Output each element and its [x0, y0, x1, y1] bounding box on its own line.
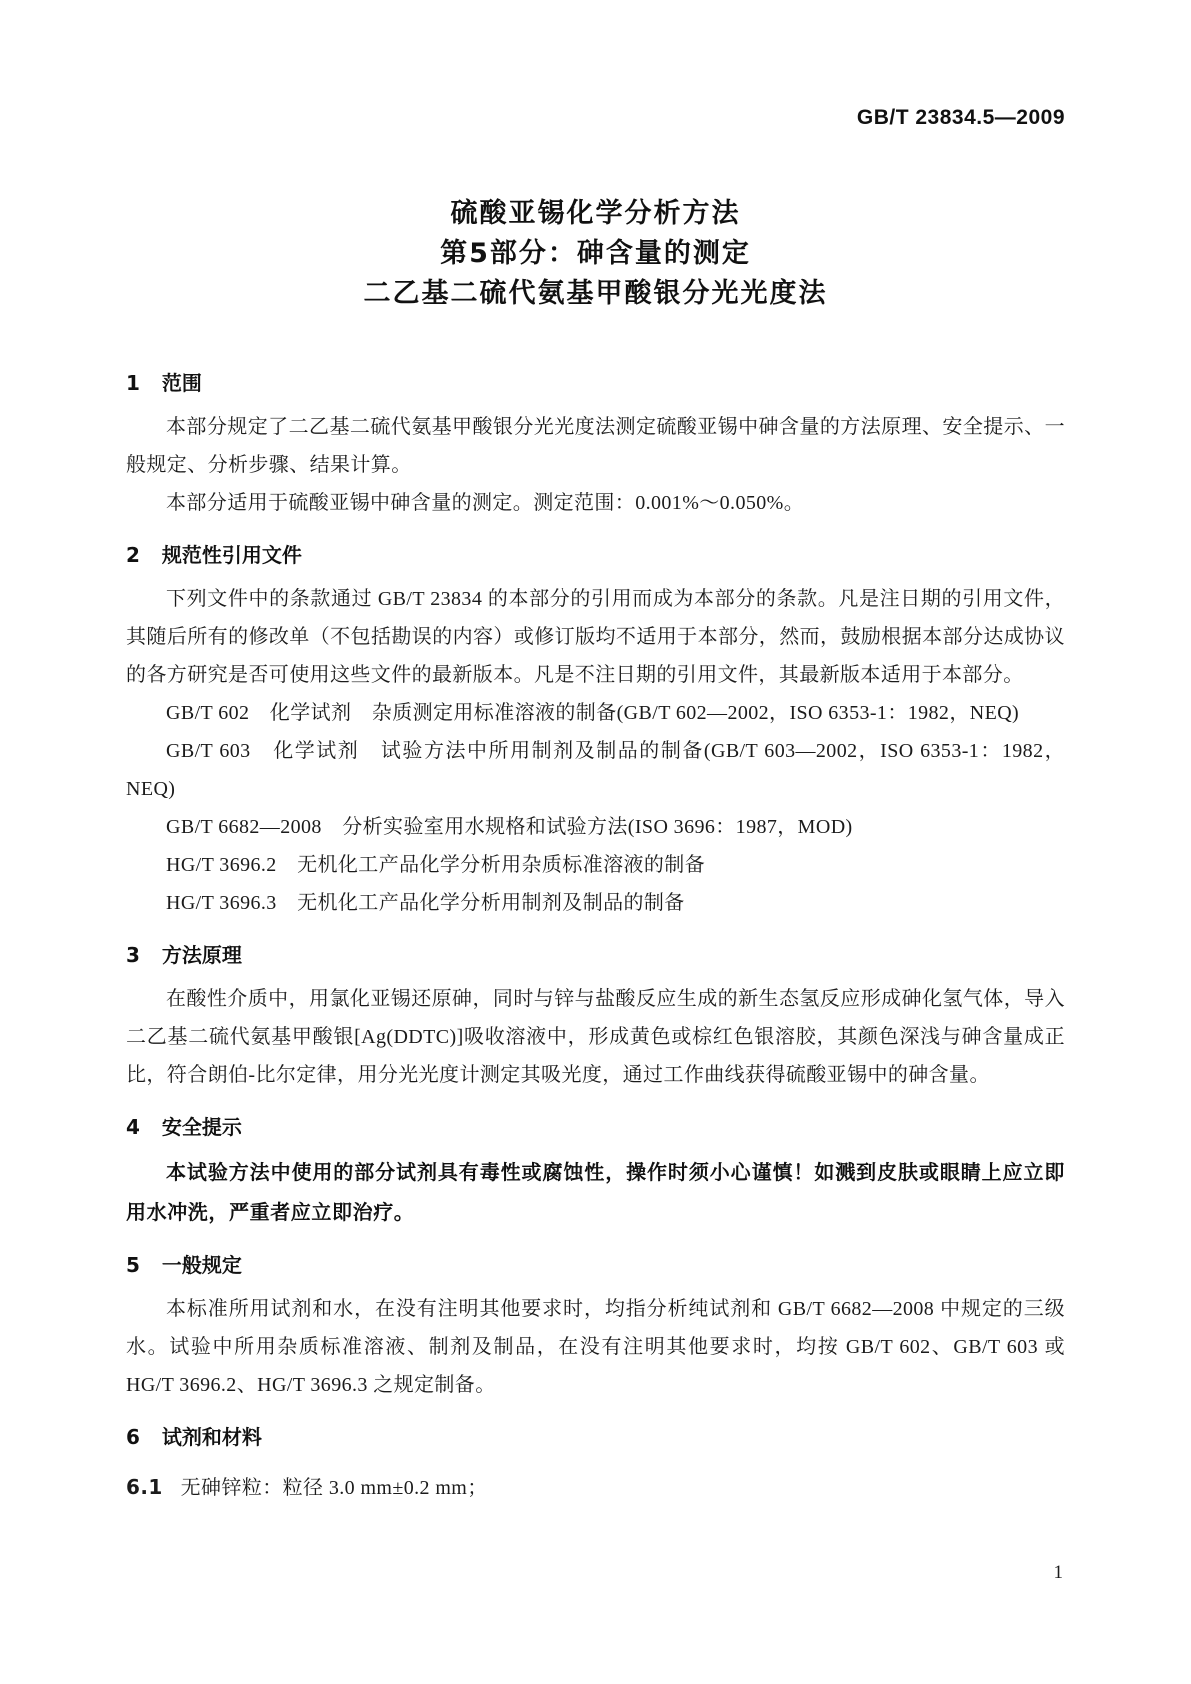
section-heading [126, 1418, 1065, 1456]
page-number: 1 [1053, 1562, 1063, 1583]
clause-text: 无砷锌粒：粒径 3.0 mm±0.2 mm； [180, 1477, 488, 1499]
document-body [126, 364, 1065, 1507]
reference-item: GB/T 602 化学试剂 杂质测定用标准溶液的制备(GB/T 602—2002，ISO 6353-1：1982，NEQ) [166, 702, 1020, 724]
reference-item: HG/T 3696.2 无机化工产品化学分析用杂质标准溶液的制备 [166, 854, 706, 876]
section-heading [126, 1246, 1065, 1284]
title-block [126, 194, 1065, 314]
paragraph: 本部分规定了二乙基二硫代氨基甲酸银分光光度法测定硫酸亚锡中砷含量的方法原理、安全提示、一般规定、分析步骤、结果计算。 [126, 416, 1065, 476]
document-header [126, 106, 1065, 130]
section-title: 安全提示 [161, 1115, 242, 1139]
section-title: 范围 [161, 371, 202, 395]
clause-item [126, 1468, 1065, 1507]
reference-item: GB/T 6682—2008 分析实验室用水规格和试验方法(ISO 3696：1987，MOD) [166, 816, 853, 838]
section-general-rules [126, 1246, 1065, 1404]
section-number: 3 [126, 943, 140, 967]
section-heading [126, 936, 1065, 974]
section-heading [126, 364, 1065, 402]
section-normative-references [126, 536, 1065, 922]
section-scope [126, 364, 1065, 522]
reference-item: HG/T 3696.3 无机化工产品化学分析用制剂及制品的制备 [166, 892, 685, 914]
clause-number: 6.1 [126, 1475, 163, 1499]
section-number: 1 [126, 371, 140, 395]
section-title: 试剂和材料 [161, 1425, 262, 1449]
section-number: 2 [126, 543, 140, 567]
standard-number: GB/T 23834.5—2009 [856, 106, 1065, 129]
paragraph: 下列文件中的条款通过 GB/T 23834 的本部分的引用而成为本部分的条款。凡是注日期的引用文件，其随后所有的修改单（不包括勘误的内容）或修订版均不适用于本部分，然而，鼓励根据本部分达成协议的各方研究是否可使用这些文件的最新版本。凡是不注日期的引用文件，其最新版本适用于本部分。 [126, 588, 1065, 686]
section-title: 方法原理 [161, 943, 242, 967]
section-heading [126, 1108, 1065, 1146]
paragraph: 本标准所用试剂和水，在没有注明其他要求时，均指分析纯试剂和 GB/T 6682—2008 中规定的三级水。试验中所用杂质标准溶液、制剂及制品，在没有注明其他要求时，均按 GB/T 602、GB/T 603 或 HG/T 3696.2、HG/T 3696.3 之规定制备。 [126, 1298, 1065, 1396]
section-title: 规范性引用文件 [161, 543, 302, 567]
section-number: 5 [126, 1253, 140, 1277]
document-title-line1: 硫酸亚锡化学分析方法 [450, 198, 741, 229]
section-title: 一般规定 [161, 1253, 242, 1277]
section-heading [126, 536, 1065, 574]
document-title-line3: 二乙基二硫代氨基甲酸银分光光度法 [363, 278, 828, 309]
paragraph: 本部分适用于硫酸亚锡中砷含量的测定。测定范围：0.001%～0.050%。 [166, 492, 805, 514]
page-footer [1054, 1562, 1064, 1584]
reference-item: GB/T 603 化学试剂 试验方法中所用制剂及制品的制备(GB/T 603—2002，ISO 6353-1：1982，NEQ) [126, 740, 1065, 800]
safety-warning-text: 本试验方法中使用的部分试剂具有毒性或腐蚀性，操作时须小心谨慎！如溅到皮肤或眼睛上应立即用水冲洗，严重者应立即治疗。 [126, 1160, 1065, 1224]
section-reagents-and-materials [126, 1418, 1065, 1507]
section-number: 6 [126, 1425, 140, 1449]
document-title-line2: 第5部分：砷含量的测定 [440, 238, 751, 269]
section-safety-notice [126, 1108, 1065, 1232]
paragraph: 在酸性介质中，用氯化亚锡还原砷，同时与锌与盐酸反应生成的新生态氢反应形成砷化氢气体，导入二乙基二硫代氨基甲酸银[Ag(DDTC)]吸收溶液中，形成黄色或棕红色银溶胶，其颜色深浅与砷含量成正比，符合朗伯-比尔定律，用分光光度计测定其吸光度，通过工作曲线获得硫酸亚锡中的砷含量。 [126, 988, 1065, 1086]
section-number: 4 [126, 1115, 140, 1139]
section-method-principle [126, 936, 1065, 1094]
